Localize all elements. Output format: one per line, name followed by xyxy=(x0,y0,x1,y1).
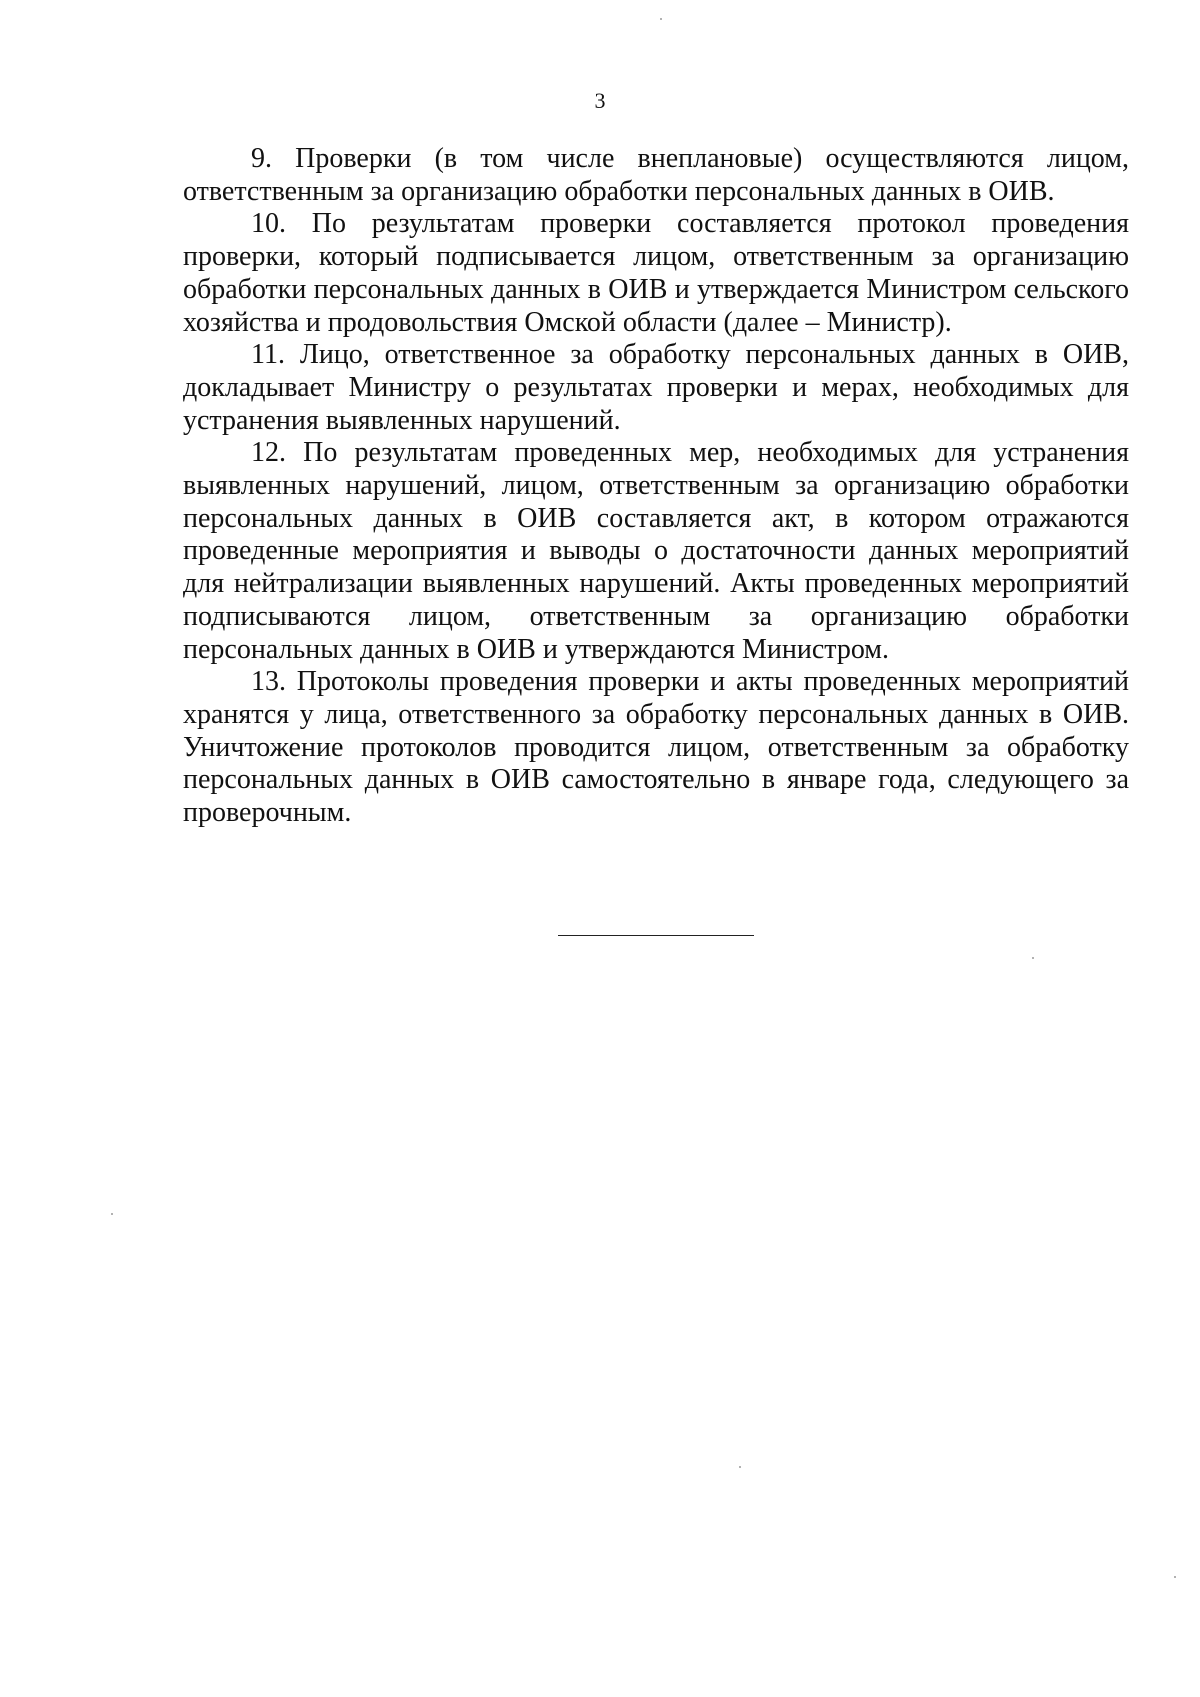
page-number: 3 xyxy=(594,88,606,113)
end-of-document-rule xyxy=(558,935,754,936)
scan-speck xyxy=(1032,957,1034,959)
scan-speck xyxy=(111,1213,113,1215)
paragraph-13: 13. Протоколы проведения проверки и акты проведенных мероприятий хранятся у лица, ответственного за обработку персональных данных в ОИВ. Уничтожение протоколов проводится лицом, ответственным за обработку персональных данных в ОИВ самостоятельно в январе года, следующего за проверочным. xyxy=(183,666,1129,829)
scan-speck xyxy=(1174,1576,1176,1578)
paragraph-12: 12. По результатам проведенных мер, необходимых для устранения выявленных нарушений, лицом, ответственным за организацию обработки персональных данных в ОИВ составляется акт, в котором отражаются проведенные мероприятия и выводы о достаточности данных мероприятий для нейтрализации выявленных нарушений. Акты проведенных мероприятий подписываются лицом, ответственным за организацию обработки персональных данных в ОИВ и утверждаются Министром. xyxy=(183,437,1129,665)
document-body xyxy=(183,143,1129,830)
paragraph-11: 11. Лицо, ответственное за обработку персональных данных в ОИВ, докладывает Министру о результатах проверки и мерах, необходимых для устранения выявленных нарушений. xyxy=(183,339,1129,436)
scan-speck xyxy=(739,1466,741,1468)
paragraph-9: 9. Проверки (в том числе внеплановые) осуществляются лицом, ответственным за организацию обработки персональных данных в ОИВ. xyxy=(183,143,1129,207)
paragraph-10: 10. По результатам проверки составляется протокол проведения проверки, который подписывается лицом, ответственным за организацию обработки персональных данных в ОИВ и утверждается Министром сельского хозяйства и продовольствия Омской области (далее – Министр). xyxy=(183,208,1129,338)
scan-speck xyxy=(660,18,662,20)
